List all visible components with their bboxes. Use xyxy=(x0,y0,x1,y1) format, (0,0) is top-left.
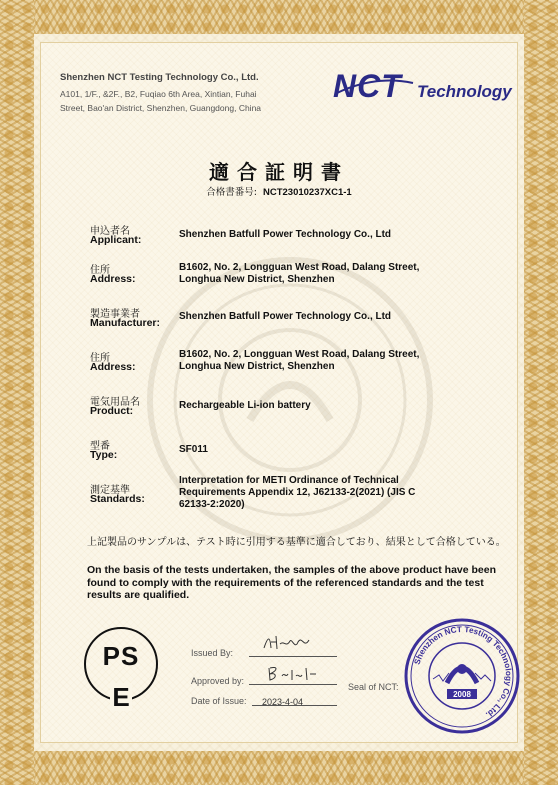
issued-by-label: Issued By: xyxy=(191,648,234,658)
certificate-number xyxy=(0,184,558,198)
issued-by-signature xyxy=(262,632,312,654)
nct-logo xyxy=(333,68,533,106)
field-value: B1602, No. 2, Longguan West Road, Dalang Street, Longhua New District, Shenzhen xyxy=(179,349,420,372)
ornamental-border-left xyxy=(0,0,34,785)
issuer-address xyxy=(60,87,310,115)
pse-mark xyxy=(84,627,158,713)
approved-by-signature xyxy=(266,664,318,684)
field-label-en: Address: xyxy=(90,361,136,373)
field-value: Interpretation for METI Ordinance of Technical Requirements Appendix 12, J62133-2(2021) (JIS C 62133-2:2020) xyxy=(179,475,416,510)
approved-by-line xyxy=(249,684,337,685)
seal-year: 2008 xyxy=(453,690,471,699)
field-value: Rechargeable Li-ion battery xyxy=(179,400,311,411)
issuer-address-line-1: A101, 1/F., &2F., B2, Fuqiao 6th Area, Xintian, Fuhai xyxy=(60,89,257,99)
field-label-jp: 申込者名 xyxy=(90,226,130,237)
seal-label: Seal of NCT: xyxy=(348,682,399,692)
seal-ring-text: Shenzhen NCT Testing Technology Co., Ltd. xyxy=(412,624,514,720)
field-value: Shenzhen Batfull Power Technology Co., Ltd xyxy=(179,229,392,240)
pse-mark-bottom: E xyxy=(112,682,130,712)
logo-main-text: NCT xyxy=(333,68,402,104)
field-label-jp: 製造事業者 xyxy=(90,309,140,320)
ornamental-border-right xyxy=(524,0,558,785)
logo-sub-text: Technology xyxy=(417,82,512,101)
field-value: Shenzhen Batfull Power Technology Co., Ltd xyxy=(179,311,392,322)
certificate-number-value: NCT23010237XC1-1 xyxy=(262,187,352,198)
logo-swoosh-icon xyxy=(335,73,415,101)
field-label-en: Manufacturer: xyxy=(90,317,161,329)
ornamental-border-bottom xyxy=(0,751,558,785)
issuer-company-name: Shenzhen NCT Testing Technology Co., Ltd. xyxy=(60,72,259,83)
pse-mark-top: PS xyxy=(102,641,140,671)
compliance-statement-jp: 上記製品のサンプルは、テスト時に引用する基準に適合しており、結果として合格している。 xyxy=(87,537,506,548)
certificate-title: 適合証明書 xyxy=(209,160,349,184)
compliance-statement-en: On the basis of the tests undertaken, the samples of the above product have been found to comply with the requirements of the referenced standards and the test results are qualified. xyxy=(87,564,497,601)
field-value: B1602, No. 2, Longguan West Road, Dalang Street, Longhua New District, Shenzhen xyxy=(179,262,420,285)
field-label-jp: 住所 xyxy=(90,353,110,364)
field-label-jp: 測定基準 xyxy=(90,485,130,496)
field-label-jp: 型番 xyxy=(90,441,110,452)
nct-company-seal xyxy=(403,617,521,735)
field-label-jp: 住所 xyxy=(90,265,110,276)
field-label-jp: 電気用品名 xyxy=(90,397,140,408)
approved-by-label: Approved by: xyxy=(191,676,245,686)
date-of-issue-value: 2023-4-04 xyxy=(262,697,304,707)
date-of-issue-label: Date of Issue: xyxy=(191,696,247,706)
field-label-en: Standards: xyxy=(90,493,145,505)
field-label-en: Type: xyxy=(90,449,118,461)
certificate-number-label: 合格書番号: xyxy=(206,187,257,198)
issuer-address-line-2: Street, Bao'an District, Shenzhen, Guangdong, China xyxy=(60,103,262,113)
field-value: SF011 xyxy=(179,444,208,455)
ornamental-border-top xyxy=(0,0,558,34)
field-label-en: Product: xyxy=(90,405,134,417)
issued-by-line xyxy=(249,656,337,657)
field-label-en: Applicant: xyxy=(90,234,142,246)
field-label-en: Address: xyxy=(90,273,136,285)
